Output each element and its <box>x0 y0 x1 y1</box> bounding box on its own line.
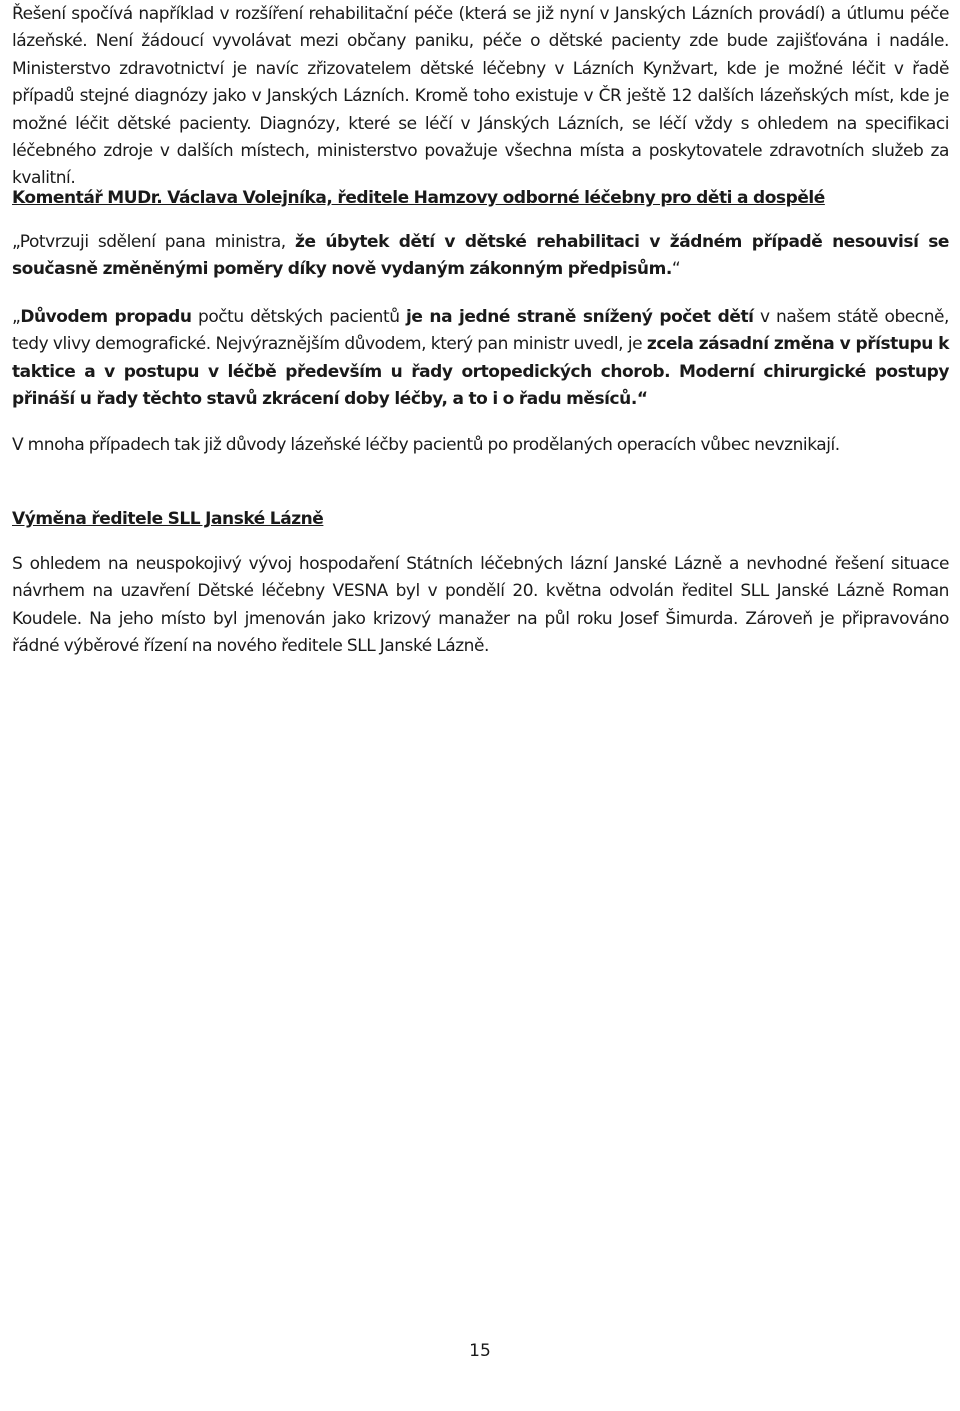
quote-1-close: “ <box>671 259 681 280</box>
director-change-paragraph: S ohledem na neuspokojivý vývoj hospodaření Státních léčebných lázní Janské Lázně a nevhodné řešení situace návrhem na uzavření Dětské léčebny VESNA byl v pondělí 20. května odvolán ředitel SLL Janské Lázně Roman Koudele. Na jeho místo byl jmenován jako krizový manažer na půl roku Josef Šimurda. Zároveň je připravováno řádné výběrové řízení na nového ředitele SLL Janské Lázně. <box>12 554 949 657</box>
quote-2-emphasis-b: je na jedné straně snížený počet dětí <box>406 307 754 327</box>
quote-confirmation <box>12 229 949 284</box>
quote-2-emphasis-a: Důvodem propadu <box>20 307 192 327</box>
conclusion-paragraph: V mnoha případech tak již důvody lázeňské léčby pacientů po prodělaných operacích vůbec nevznikají. <box>12 435 840 455</box>
quote-2-text-b: v našem státě obecně, tedy vlivy demografické. Nejvýraznějším důvodem, který pan ministr uvedl, je <box>12 307 949 355</box>
section-heading-comment: Komentář MUDr. Václava Volejníka, ředitele Hamzovy odborné léčebny pro děti a dospělé <box>12 188 825 208</box>
page-number: 15 <box>469 1341 491 1361</box>
intro-paragraph: Řešení spočívá například v rozšíření rehabilitační péče (která se již nyní v Janských Lázních provádí) a útlumu péče lázeňské. Není žádoucí vyvolávat mezi občany paniku, péče o dětské pacienty zde bude zajišťována i nadále. Ministerstvo zdravotnictví je navíc zřizovatelem dětské léčebny v Lázních Kynžvart, kde je možné léčit v řadě případů stejné diagnózy jako v Janských Lázních. Kromě toho existuje v ČR ještě 12 dalších lázeňských míst, kde je možné léčit dětské pacienty. Diagnózy, které se léčí v Jánských Lázních, se léčí vždy s ohledem na specifikaci léčebného zdroje v dalších místech, ministerstvo považuje všechna místa a poskytovatele zdravotních služeb za kvalitní. <box>12 4 949 189</box>
quote-2-open: „ <box>12 307 21 327</box>
section-heading-director-change: Výměna ředitele SLL Janské Lázně <box>12 509 324 529</box>
quote-2-emphasis-c: zcela zásadní změna v přístupu k taktice a v postupu v léčbě především u řady ortopedických chorob. Moderní chirurgické postupy přináší u řady těchto stavů zkrácení doby léčby, a to i o řadu měsíců.“ <box>12 334 949 410</box>
quote-reasons <box>12 304 949 414</box>
quote-2-text-a: počtu dětských pacientů <box>191 307 406 327</box>
quote-1-text: „Potvrzuji sdělení pana ministra, <box>12 232 296 252</box>
quote-1-emphasis: že úbytek dětí v dětské rehabilitaci v žádném případě nesouvisí se současně změněnými poměry díky nově vydaným zákonným předpisům. <box>12 232 949 280</box>
